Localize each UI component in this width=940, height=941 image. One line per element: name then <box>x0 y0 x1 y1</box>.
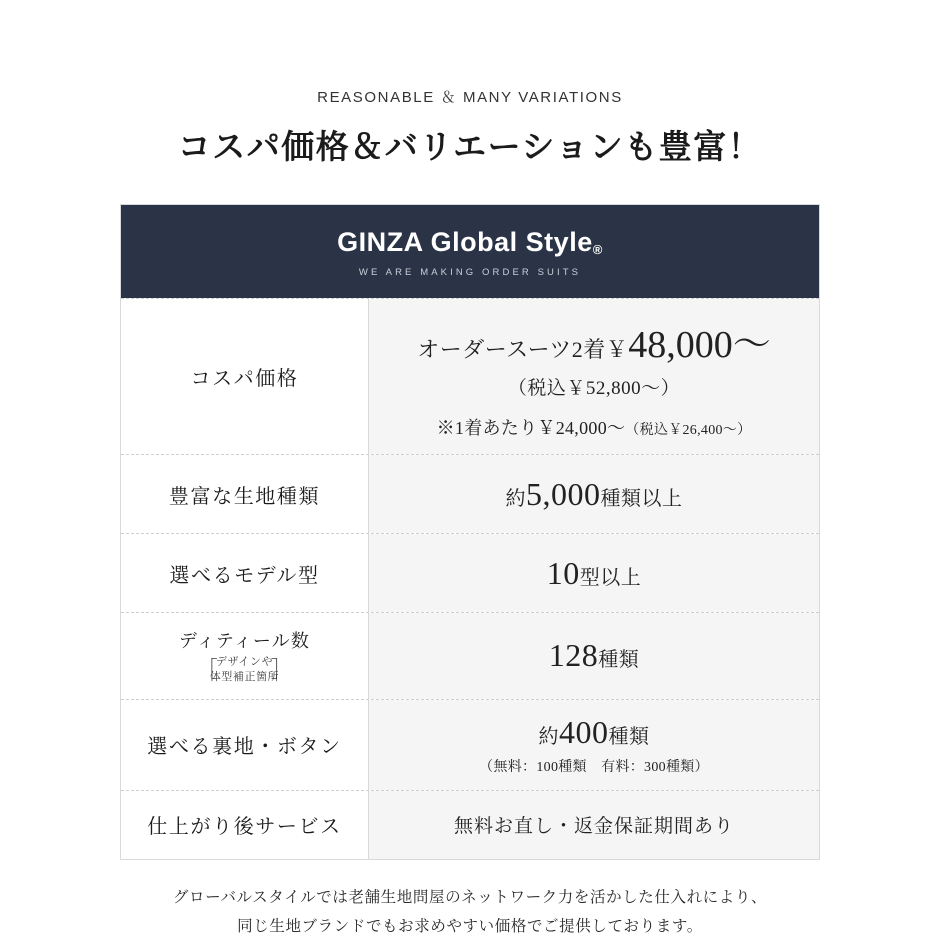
row-label-cell <box>121 700 369 790</box>
eyebrow-text: REASONABLE ＆ MANY VARIATIONS <box>317 89 623 106</box>
table-row <box>121 454 819 533</box>
footer-line-1: グローバルスタイルでは老舗生地問屋のネットワーク力を活かした仕入れにより、 <box>172 888 768 906</box>
table-row <box>121 699 819 790</box>
price-tax-included: （税込￥52,800～） <box>507 378 681 399</box>
row-value-cell <box>369 299 819 454</box>
price-per-suit-main: ※1着あたり￥24,000～ <box>436 418 626 438</box>
row-label: コスパ価格 <box>190 368 299 390</box>
page-title: コスパ価格＆バリエーションも豊富！ <box>177 130 763 166</box>
row-label-cell <box>121 791 369 859</box>
row-value: 無料お直し・返金保証期間あり <box>453 816 734 838</box>
row-label-cell <box>121 299 369 454</box>
value-number: 400 <box>559 713 609 750</box>
row-value-cell <box>369 455 819 533</box>
price-amount: 48,000 <box>628 324 733 366</box>
row-label-note-line2: 体型補正箇所 <box>209 670 280 683</box>
row-label: ディティール数 <box>178 631 311 651</box>
spec-table <box>120 204 820 860</box>
table-row <box>121 790 819 859</box>
bracket-right-icon: ］ <box>270 657 294 682</box>
page-header <box>0 0 940 168</box>
brand-tagline: WE ARE MAKING ORDER SUITS <box>358 267 582 278</box>
value-suffix: 型以上 <box>579 566 642 589</box>
row-label: 選べるモデル型 <box>169 564 320 587</box>
row-value <box>547 555 642 592</box>
row-label-cell <box>121 455 369 533</box>
value-suffix: 種類 <box>598 649 640 672</box>
brand-name <box>121 227 819 258</box>
row-value <box>506 476 683 513</box>
price-prefix: オーダースーツ2着￥ <box>417 337 629 362</box>
row-label: 豊富な生地種類 <box>168 485 321 508</box>
price-per-suit <box>437 414 752 440</box>
price-main <box>417 313 770 368</box>
row-value <box>539 714 650 751</box>
footer-note <box>0 884 940 941</box>
row-value-cell <box>369 700 819 790</box>
price-suffix: ～ <box>732 324 771 366</box>
price-per-suit-tax: （税込￥26,400～） <box>625 423 752 438</box>
row-label-note <box>196 655 294 685</box>
row-label-cell <box>121 534 369 612</box>
row-value <box>549 637 640 674</box>
registered-mark: ® <box>592 242 603 257</box>
value-number: 5,000 <box>526 475 601 512</box>
brand-name-text: GINZA Global Style <box>337 227 593 257</box>
brand-header <box>121 205 819 298</box>
row-value-cell <box>369 613 819 699</box>
table-row <box>121 298 819 454</box>
bracket-left-icon: ［ <box>195 657 219 682</box>
value-suffix: 種類以上 <box>600 487 683 510</box>
footer-line-2: 同じ生地ブランドでもお求めやすい価格でご提供しております。 <box>237 917 703 935</box>
row-value-cell <box>369 791 819 859</box>
row-label-cell <box>121 613 369 699</box>
row-label: 選べる裏地・ボタン <box>147 736 342 759</box>
value-suffix: 種類 <box>608 725 650 748</box>
table-row <box>121 612 819 699</box>
row-label: 仕上がり後サービス <box>147 816 342 839</box>
table-row <box>121 533 819 612</box>
value-prefix: 約 <box>505 487 526 510</box>
value-number: 10 <box>546 554 580 591</box>
value-number: 128 <box>548 637 599 674</box>
row-value-note: （無料：100種類 有料：300種類） <box>479 759 709 775</box>
row-label-note-line1: デザインや <box>215 656 274 668</box>
value-prefix: 約 <box>538 725 559 748</box>
row-value-cell <box>369 534 819 612</box>
